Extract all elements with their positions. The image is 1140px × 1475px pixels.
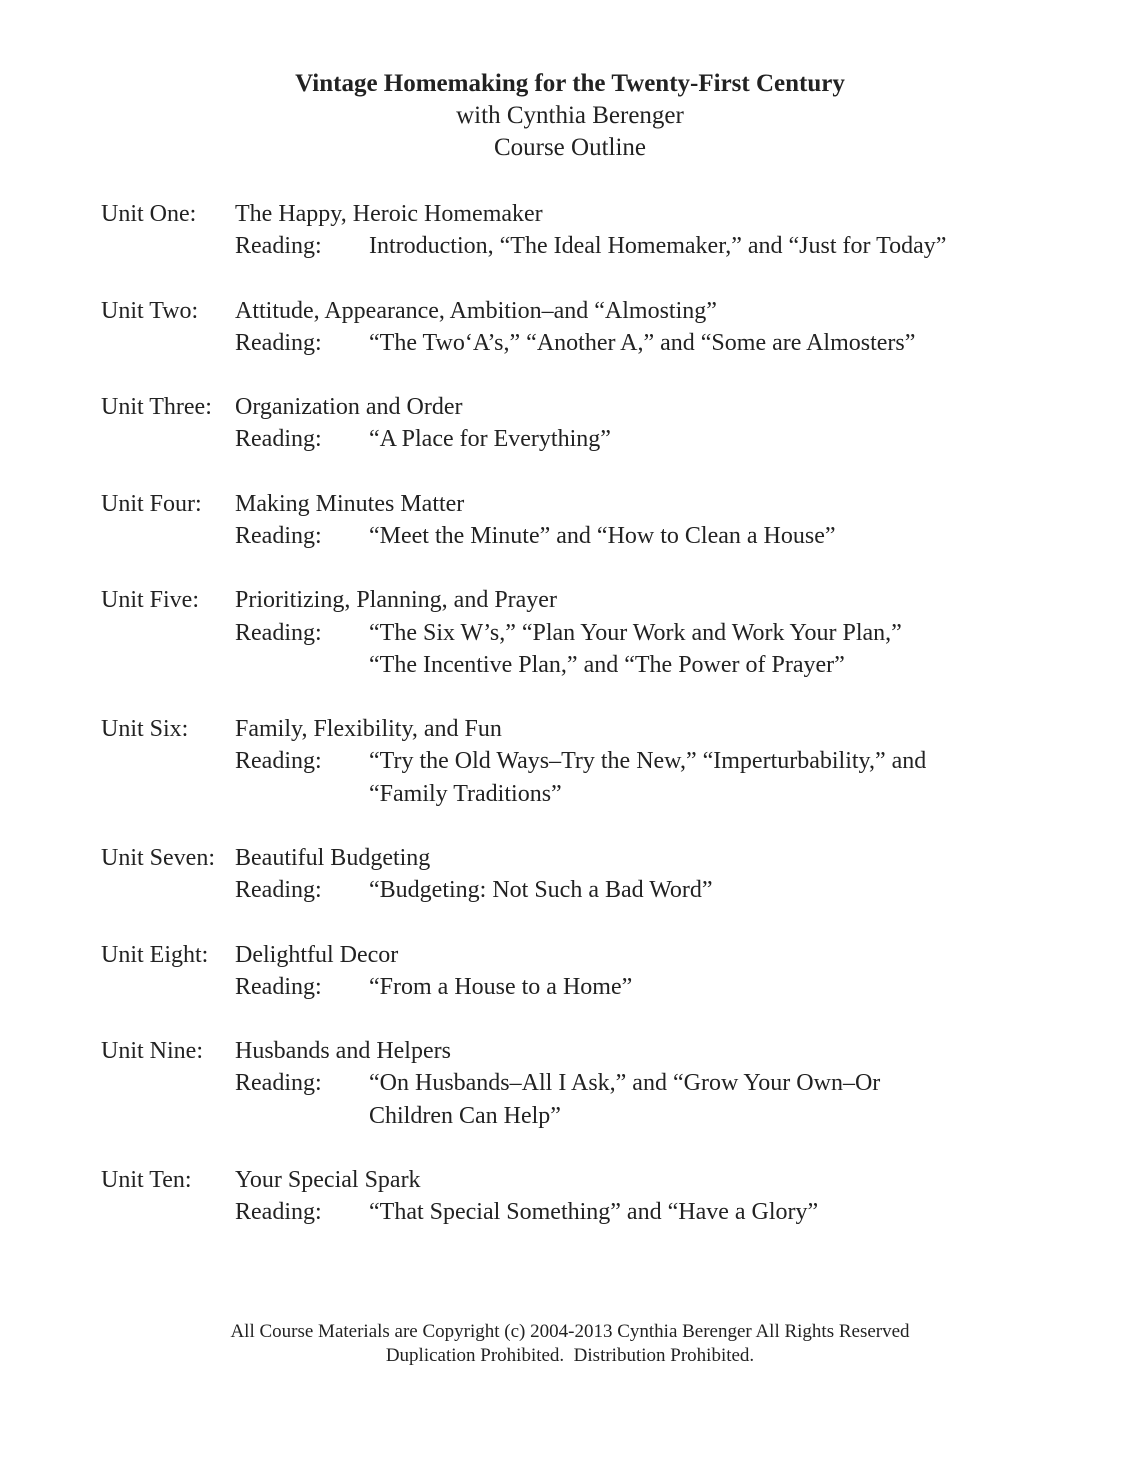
reading-row: [101, 1196, 1101, 1228]
reading-line: Introduction, “The Ideal Homemaker,” and “Just for Today”: [369, 233, 947, 260]
unit-heading-row: [101, 1164, 1101, 1196]
unit-title: Delightful Decor: [235, 941, 399, 968]
unit-entry: [101, 1164, 1101, 1228]
unit-entry: [101, 488, 1101, 552]
unit-label: Unit Three:: [101, 394, 212, 421]
unit-label: Unit Eight:: [101, 941, 209, 968]
unit-label: Unit Nine:: [101, 1038, 203, 1065]
reading-line: “On Husbands–All I Ask,” and “Grow Your Own–Or: [369, 1070, 881, 1097]
reading-text: [369, 230, 1029, 262]
unit-list: [101, 198, 1101, 1261]
reading-row: [101, 617, 1101, 681]
unit-title: Making Minutes Matter: [235, 490, 465, 517]
unit-heading-row: [101, 295, 1101, 327]
reading-line: “Family Traditions”: [369, 780, 562, 807]
reading-line: “From a House to a Home”: [369, 973, 633, 1000]
unit-entry: [101, 842, 1101, 906]
document-footer: [0, 1320, 1140, 1368]
reading-text: [369, 874, 1029, 906]
reading-line: “A Place for Everything”: [369, 426, 611, 453]
reading-label: Reading:: [235, 748, 322, 775]
copyright-notice: All Course Materials are Copyright (c) 2004-2013 Cynthia Berenger All Rights Reserved: [230, 1321, 910, 1342]
document-type: Course Outline: [493, 134, 647, 161]
unit-label: Unit Five:: [101, 587, 200, 614]
course-subtitle: with Cynthia Berenger: [456, 102, 684, 129]
unit-title: Organization and Order: [235, 394, 463, 421]
reading-line: Children Can Help”: [369, 1102, 561, 1129]
reading-row: [101, 520, 1101, 552]
unit-title: Husbands and Helpers: [235, 1038, 451, 1065]
reading-text: [369, 971, 1029, 1003]
unit-heading-row: [101, 584, 1101, 616]
reading-label: Reading:: [235, 619, 322, 646]
unit-entry: [101, 391, 1101, 455]
reading-label: Reading:: [235, 1070, 322, 1097]
unit-label: Unit One:: [101, 201, 197, 227]
reading-text: [369, 520, 1029, 552]
reading-text: [369, 423, 1029, 455]
reading-label: Reading:: [235, 329, 322, 356]
unit-title: Attitude, Appearance, Ambition–and “Almosting”: [235, 297, 717, 324]
reading-text: [369, 617, 1029, 681]
reading-label: Reading:: [235, 522, 322, 549]
unit-label: Unit Four:: [101, 490, 202, 517]
reading-row: [101, 230, 1101, 262]
unit-heading-row: [101, 488, 1101, 520]
document-header: [0, 68, 1140, 164]
course-title: Vintage Homemaking for the Twenty-First Century: [295, 70, 845, 97]
reading-text: [369, 745, 1029, 809]
reading-label: Reading:: [235, 1199, 322, 1226]
reading-row: [101, 423, 1101, 455]
reading-line: “Meet the Minute” and “How to Clean a House”: [369, 522, 836, 549]
unit-label: Unit Seven:: [101, 844, 215, 871]
unit-title: Your Special Spark: [235, 1166, 421, 1193]
unit-title: Beautiful Budgeting: [235, 844, 431, 871]
reading-text: [369, 327, 1029, 359]
reading-line: “The Incentive Plan,” and “The Power of Prayer”: [369, 651, 845, 678]
reading-label: Reading:: [235, 426, 322, 453]
reading-row: [101, 327, 1101, 359]
unit-heading-row: [101, 713, 1101, 745]
unit-heading-row: [101, 391, 1101, 423]
reading-line: “The Six W’s,” “Plan Your Work and Work Your Plan,”: [369, 619, 902, 646]
reading-line: “The Two‘A’s,” “Another A,” and “Some are Almosters”: [369, 329, 916, 356]
reading-row: [101, 1067, 1101, 1131]
unit-heading-row: [101, 198, 1101, 230]
reading-row: [101, 971, 1101, 1003]
reading-line: “Try the Old Ways–Try the New,” “Imperturbability,” and: [369, 748, 927, 775]
reading-text: [369, 1196, 1029, 1228]
reading-row: [101, 874, 1101, 906]
unit-title: Prioritizing, Planning, and Prayer: [235, 587, 557, 614]
unit-entry: [101, 939, 1101, 1003]
unit-heading-row: [101, 1035, 1101, 1067]
unit-entry: [101, 713, 1101, 810]
unit-label: Unit Six:: [101, 716, 189, 743]
reading-row: [101, 745, 1101, 809]
reading-label: Reading:: [235, 877, 322, 904]
unit-entry: [101, 295, 1101, 359]
unit-heading-row: [101, 939, 1101, 971]
reading-label: Reading:: [235, 233, 322, 260]
unit-heading-row: [101, 842, 1101, 874]
unit-entry: [101, 1035, 1101, 1132]
unit-title: The Happy, Heroic Homemaker: [235, 201, 543, 227]
reading-line: “That Special Something” and “Have a Glory”: [369, 1199, 819, 1226]
unit-title: Family, Flexibility, and Fun: [235, 716, 502, 743]
unit-entry: [101, 198, 1101, 262]
reading-label: Reading:: [235, 973, 322, 1000]
unit-entry: [101, 584, 1101, 681]
unit-label: Unit Two:: [101, 297, 199, 324]
distribution-notice: Duplication Prohibited. Distribution Prohibited.: [385, 1345, 755, 1366]
reading-line: “Budgeting: Not Such a Bad Word”: [369, 877, 713, 904]
reading-text: [369, 1067, 1029, 1131]
unit-label: Unit Ten:: [101, 1166, 192, 1193]
